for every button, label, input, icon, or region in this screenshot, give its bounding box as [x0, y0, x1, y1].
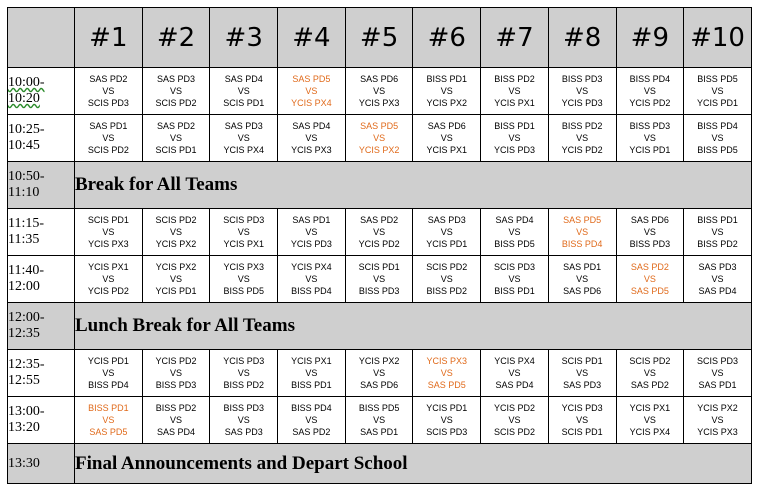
versus-label: VS	[373, 86, 386, 96]
home-team: YCIS PX2	[155, 262, 197, 272]
away-team: BISS PD4	[291, 286, 332, 296]
corner-cell	[8, 8, 75, 68]
match-cell	[278, 350, 346, 397]
versus-label: VS	[305, 368, 318, 378]
away-team: SCIS PD2	[493, 427, 535, 437]
versus-label: VS	[643, 227, 656, 237]
versus-label: VS	[711, 368, 724, 378]
time-start: 13:00-	[8, 404, 45, 419]
away-team: YCIS PD1	[155, 286, 197, 296]
away-team: SAS PD4	[495, 380, 534, 390]
court-header: #10	[684, 8, 752, 68]
away-team: BISS PD4	[561, 239, 603, 249]
home-team: SAS PD4	[224, 74, 263, 84]
away-team: SAS PD3	[563, 380, 602, 390]
away-team: BISS PD4	[88, 380, 129, 390]
match-cell	[210, 256, 278, 303]
match-cell	[413, 68, 481, 115]
versus-label: VS	[102, 368, 115, 378]
away-team: BISS PD3	[155, 380, 197, 390]
home-team: SCIS PD2	[155, 215, 197, 225]
match-cell	[616, 68, 684, 115]
home-team: SAS PD2	[360, 215, 399, 225]
versus-label: VS	[102, 415, 115, 425]
versus-label: VS	[508, 368, 521, 378]
match-cell	[616, 350, 684, 397]
home-team: SCIS PD1	[358, 262, 400, 272]
match-cell	[481, 350, 549, 397]
time-slot	[8, 256, 75, 303]
home-team: YCIS PX1	[291, 356, 332, 366]
match-cell	[75, 115, 143, 162]
match-cell	[684, 115, 752, 162]
time-end: 12:55	[8, 373, 40, 388]
home-team: BISS PD5	[697, 74, 738, 84]
away-team: YCIS PX4	[629, 427, 671, 437]
match-cell	[481, 115, 549, 162]
versus-label: VS	[373, 415, 386, 425]
time-end: 13:30	[8, 455, 40, 471]
home-team: BISS PD4	[291, 403, 332, 413]
home-team: SAS PD3	[157, 74, 196, 84]
versus-label: VS	[237, 368, 250, 378]
home-team: SCIS PD1	[561, 356, 603, 366]
header-row	[8, 8, 752, 68]
away-team: BISS PD5	[223, 286, 264, 296]
match-cell	[481, 209, 549, 256]
away-team: YCIS PD2	[87, 286, 129, 296]
home-team: SAS PD1	[563, 262, 602, 272]
time-slot	[8, 303, 75, 350]
match-cell	[684, 397, 752, 444]
match-cell	[210, 115, 278, 162]
versus-label: VS	[305, 274, 318, 284]
match-row	[8, 256, 752, 303]
home-team: BISS PD5	[358, 403, 400, 413]
home-team: YCIS PD3	[223, 356, 265, 366]
match-cell	[548, 68, 616, 115]
match-cell	[413, 350, 481, 397]
versus-label: VS	[170, 415, 183, 425]
match-cell	[413, 256, 481, 303]
home-team: SAS PD3	[698, 262, 737, 272]
home-team: YCIS PD2	[493, 403, 535, 413]
versus-label: VS	[508, 415, 521, 425]
versus-label: VS	[305, 227, 318, 237]
versus-label: VS	[440, 368, 453, 378]
versus-label: VS	[643, 133, 656, 143]
time-end: 11:35	[8, 232, 40, 247]
match-cell	[278, 209, 346, 256]
court-header: #6	[413, 8, 481, 68]
versus-label: VS	[373, 227, 386, 237]
match-cell	[142, 68, 210, 115]
away-team: YCIS PX2	[426, 98, 468, 108]
home-team: BISS PD1	[494, 121, 535, 131]
away-team: YCIS PX2	[358, 145, 400, 155]
away-team: BISS PD1	[494, 286, 535, 296]
home-team: SAS PD5	[360, 121, 399, 131]
versus-label: VS	[576, 415, 589, 425]
versus-label: VS	[440, 415, 453, 425]
time-start: 10:25-	[8, 122, 45, 137]
home-team: YCIS PX3	[426, 356, 468, 366]
match-cell	[278, 397, 346, 444]
away-team: YCIS PX3	[291, 145, 332, 155]
time-start: 10:00-	[8, 75, 45, 90]
away-team: BISS PD3	[358, 286, 400, 296]
match-cell	[616, 209, 684, 256]
time-start: 12:35-	[8, 357, 45, 372]
away-team: YCIS PD1	[629, 145, 671, 155]
time-slot	[8, 115, 75, 162]
away-team: YCIS PD1	[426, 239, 468, 249]
versus-label: VS	[508, 274, 521, 284]
match-row	[8, 350, 752, 397]
court-header: #5	[345, 8, 413, 68]
versus-label: VS	[440, 86, 453, 96]
match-cell	[481, 397, 549, 444]
versus-label: VS	[643, 415, 656, 425]
break-label: Lunch Break for All Teams	[75, 303, 752, 350]
home-team: SAS PD6	[360, 74, 399, 84]
home-team: YCIS PX2	[358, 356, 400, 366]
away-team: SCIS PD3	[87, 98, 129, 108]
match-cell	[75, 397, 143, 444]
home-team: SAS PD6	[630, 215, 669, 225]
match-cell	[345, 397, 413, 444]
home-team: SAS PD2	[157, 121, 196, 131]
time-slot	[8, 444, 75, 484]
versus-label: VS	[170, 368, 183, 378]
home-team: BISS PD1	[88, 403, 129, 413]
away-team: SAS PD3	[224, 427, 263, 437]
match-cell	[75, 68, 143, 115]
match-cell	[142, 209, 210, 256]
away-team: BISS PD1	[291, 380, 332, 390]
away-team: YCIS PD3	[290, 239, 332, 249]
versus-label: VS	[102, 227, 115, 237]
versus-label: VS	[508, 227, 521, 237]
time-end: 12:00	[8, 279, 40, 294]
match-cell	[142, 115, 210, 162]
away-team: YCIS PD2	[358, 239, 400, 249]
break-row	[8, 444, 752, 484]
match-cell	[210, 209, 278, 256]
home-team: YCIS PD1	[87, 356, 129, 366]
home-team: BISS PD1	[426, 74, 468, 84]
away-team: YCIS PD3	[561, 98, 603, 108]
versus-label: VS	[576, 133, 589, 143]
court-header: #8	[548, 8, 616, 68]
court-header: #7	[481, 8, 549, 68]
home-team: YCIS PX1	[629, 403, 671, 413]
away-team: BISS PD2	[426, 286, 468, 296]
home-team: YCIS PX2	[697, 403, 738, 413]
home-team: YCIS PX1	[88, 262, 129, 272]
away-team: BISS PD2	[697, 239, 738, 249]
home-team: SCIS PD3	[223, 215, 265, 225]
time-end: 10:20	[8, 91, 40, 106]
versus-label: VS	[237, 274, 250, 284]
versus-label: VS	[373, 133, 386, 143]
away-team: SCIS PD3	[426, 427, 468, 437]
home-team: SCIS PD2	[629, 356, 671, 366]
away-team: YCIS PX4	[223, 145, 264, 155]
match-cell	[548, 350, 616, 397]
versus-label: VS	[373, 368, 386, 378]
away-team: BISS PD5	[494, 239, 535, 249]
versus-label: VS	[576, 368, 589, 378]
time-end: 11:10	[8, 185, 40, 200]
away-team: SAS PD5	[630, 286, 669, 296]
versus-label: VS	[643, 86, 656, 96]
versus-label: VS	[170, 133, 183, 143]
time-slot	[8, 397, 75, 444]
match-cell	[616, 256, 684, 303]
break-label: Final Announcements and Depart School	[75, 444, 752, 484]
match-cell	[142, 350, 210, 397]
versus-label: VS	[440, 133, 453, 143]
home-team: SAS PD2	[89, 74, 128, 84]
match-cell	[548, 256, 616, 303]
home-team: SCIS PD3	[697, 356, 739, 366]
home-team: SAS PD6	[427, 121, 466, 131]
away-team: YCIS PD2	[561, 145, 603, 155]
home-team: SAS PD5	[563, 215, 602, 225]
versus-label: VS	[102, 86, 115, 96]
match-cell	[142, 397, 210, 444]
schedule-table	[7, 7, 752, 484]
match-cell	[210, 68, 278, 115]
versus-label: VS	[508, 133, 521, 143]
home-team: SAS PD1	[292, 215, 331, 225]
schedule-body	[8, 68, 752, 484]
match-cell	[481, 68, 549, 115]
match-cell	[616, 397, 684, 444]
time-end: 12:35	[8, 326, 40, 341]
time-slot	[8, 350, 75, 397]
match-cell	[684, 68, 752, 115]
match-cell	[142, 256, 210, 303]
match-cell	[345, 350, 413, 397]
home-team: BISS PD2	[494, 74, 535, 84]
away-team: YCIS PD1	[697, 98, 739, 108]
match-cell	[548, 397, 616, 444]
home-team: BISS PD3	[629, 121, 671, 131]
court-header: #3	[210, 8, 278, 68]
versus-label: VS	[440, 274, 453, 284]
time-start: 10:50-	[8, 169, 45, 184]
home-team: SAS PD3	[427, 215, 466, 225]
versus-label: VS	[576, 274, 589, 284]
versus-label: VS	[373, 274, 386, 284]
home-team: SAS PD3	[224, 121, 263, 131]
match-cell	[210, 350, 278, 397]
away-team: SCIS PD1	[223, 98, 265, 108]
versus-label: VS	[643, 274, 656, 284]
match-cell	[210, 397, 278, 444]
versus-label: VS	[237, 133, 250, 143]
versus-label: VS	[102, 133, 115, 143]
time-start: 12:00-	[8, 310, 45, 325]
home-team: YCIS PD2	[155, 356, 197, 366]
time-end: 10:45	[8, 138, 40, 153]
home-team: SAS PD1	[89, 121, 128, 131]
away-team: YCIS PX3	[358, 98, 400, 108]
away-team: SAS PD2	[292, 427, 331, 437]
match-cell	[548, 209, 616, 256]
versus-label: VS	[711, 274, 724, 284]
home-team: YCIS PD3	[561, 403, 603, 413]
versus-label: VS	[711, 415, 724, 425]
time-slot	[8, 162, 75, 209]
versus-label: VS	[711, 133, 724, 143]
home-team: BISS PD4	[629, 74, 671, 84]
away-team: YCIS PX4	[291, 98, 332, 108]
home-team: BISS PD2	[155, 403, 197, 413]
time-start: 11:40-	[8, 263, 45, 278]
match-row	[8, 115, 752, 162]
match-cell	[684, 350, 752, 397]
time-slot	[8, 209, 75, 256]
away-team: SAS PD6	[360, 380, 399, 390]
away-team: YCIS PX1	[426, 145, 468, 155]
home-team: BISS PD2	[561, 121, 603, 131]
away-team: SAS PD6	[563, 286, 602, 296]
break-row	[8, 162, 752, 209]
versus-label: VS	[711, 86, 724, 96]
away-team: SAS PD4	[157, 427, 196, 437]
versus-label: VS	[576, 227, 589, 237]
away-team: YCIS PX2	[155, 239, 197, 249]
away-team: YCIS PX3	[88, 239, 129, 249]
versus-label: VS	[102, 274, 115, 284]
versus-label: VS	[170, 274, 183, 284]
away-team: YCIS PD2	[629, 98, 671, 108]
home-team: SAS PD4	[292, 121, 331, 131]
versus-label: VS	[508, 86, 521, 96]
home-team: YCIS PX4	[291, 262, 332, 272]
away-team: SCIS PD1	[561, 427, 603, 437]
away-team: BISS PD2	[223, 380, 264, 390]
match-cell	[345, 115, 413, 162]
home-team: YCIS PD1	[426, 403, 468, 413]
home-team: SAS PD4	[495, 215, 534, 225]
versus-label: VS	[305, 133, 318, 143]
court-header: #1	[75, 8, 143, 68]
match-row	[8, 68, 752, 115]
match-cell	[616, 115, 684, 162]
away-team: YCIS PX1	[494, 98, 535, 108]
home-team: YCIS PX3	[223, 262, 264, 272]
versus-label: VS	[237, 227, 250, 237]
away-team: BISS PD3	[629, 239, 671, 249]
away-team: SCIS PD2	[87, 145, 129, 155]
match-cell	[548, 115, 616, 162]
versus-label: VS	[305, 86, 318, 96]
home-team: SCIS PD1	[87, 215, 129, 225]
time-end: 13:20	[8, 420, 40, 435]
court-header: #9	[616, 8, 684, 68]
versus-label: VS	[305, 415, 318, 425]
match-cell	[684, 256, 752, 303]
versus-label: VS	[237, 415, 250, 425]
away-team: YCIS PX3	[697, 427, 738, 437]
versus-label: VS	[711, 227, 724, 237]
time-start: 11:15-	[8, 216, 45, 231]
away-team: SAS PD2	[630, 380, 669, 390]
match-cell	[413, 209, 481, 256]
away-team: SAS PD5	[89, 427, 128, 437]
break-label: Break for All Teams	[75, 162, 752, 209]
match-cell	[413, 397, 481, 444]
versus-label: VS	[576, 86, 589, 96]
away-team: SCIS PD2	[155, 98, 197, 108]
match-cell	[278, 115, 346, 162]
match-cell	[345, 209, 413, 256]
match-cell	[481, 256, 549, 303]
versus-label: VS	[237, 86, 250, 96]
away-team: SAS PD5	[427, 380, 466, 390]
match-cell	[75, 256, 143, 303]
versus-label: VS	[440, 227, 453, 237]
home-team: SCIS PD2	[426, 262, 468, 272]
home-team: BISS PD1	[697, 215, 738, 225]
home-team: SAS PD5	[292, 74, 331, 84]
match-row	[8, 397, 752, 444]
match-cell	[684, 209, 752, 256]
match-row	[8, 209, 752, 256]
match-cell	[345, 68, 413, 115]
away-team: SAS PD4	[698, 286, 737, 296]
versus-label: VS	[170, 227, 183, 237]
home-team: YCIS PX4	[494, 356, 535, 366]
away-team: YCIS PD3	[493, 145, 535, 155]
match-cell	[278, 68, 346, 115]
home-team: SCIS PD3	[493, 262, 535, 272]
match-cell	[278, 256, 346, 303]
home-team: BISS PD4	[697, 121, 738, 131]
match-cell	[75, 209, 143, 256]
away-team: SCIS PD1	[155, 145, 197, 155]
home-team: BISS PD3	[561, 74, 603, 84]
match-cell	[345, 256, 413, 303]
versus-label: VS	[170, 86, 183, 96]
versus-label: VS	[643, 368, 656, 378]
court-header: #2	[142, 8, 210, 68]
away-team: SAS PD1	[360, 427, 399, 437]
court-header: #4	[278, 8, 346, 68]
home-team: SAS PD2	[630, 262, 669, 272]
away-team: BISS PD5	[697, 145, 738, 155]
away-team: SAS PD1	[698, 380, 737, 390]
away-team: YCIS PX1	[223, 239, 264, 249]
match-cell	[413, 115, 481, 162]
break-row	[8, 303, 752, 350]
time-slot	[8, 68, 75, 115]
match-cell	[75, 350, 143, 397]
home-team: BISS PD3	[223, 403, 264, 413]
